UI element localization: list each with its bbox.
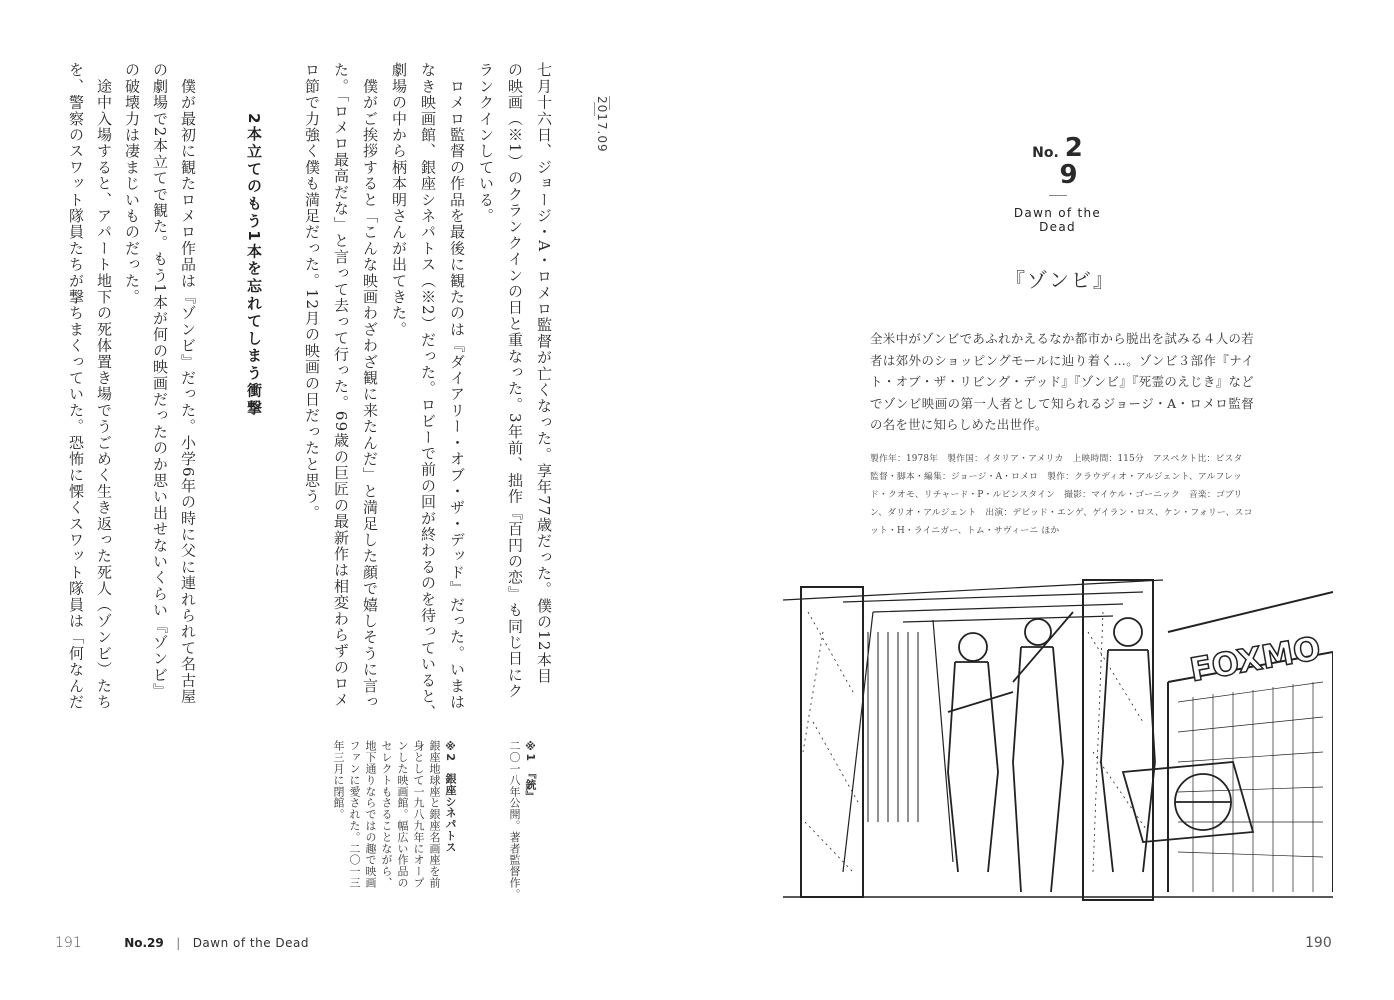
- text-column: た。「ロメロ最高だな」と言って去って行った。69歳の巨匠の最新作は相変わらずのロメ: [332, 62, 350, 708]
- film-title: 『ゾンビ』: [1005, 268, 1115, 292]
- main-text-upper: [297, 62, 558, 721]
- footnote-line: セレクトもさることながら、: [380, 740, 393, 889]
- footer-entry-number: No.29: [124, 936, 164, 950]
- date-label: 2017.09: [595, 96, 609, 153]
- synopsis: 全米中がゾンビであふれかえるなか都市から脱出を試みる４人の若者は郊外のショッピングモールに辿り着く…。ゾンビ３部作『ナイト・オブ・ザ・リビング・デッド』『ゾンビ』『死霊のえじき』などでゾンビ映画の第一人者として知られるジョージ・A・ロメロ監督の名を世に知らしめた出世作。: [870, 331, 1254, 432]
- footnote-title: ※1 『銃』: [524, 740, 537, 802]
- text-column: ランクインしている。: [477, 62, 495, 224]
- english-title: Dawn of the Dead: [1013, 206, 1102, 234]
- text-column: 僕が最初に観たロメロ作品は『ゾンビ』だった。小学6年の時に父に連れられて名古屋: [179, 62, 197, 705]
- entry-digit: 9: [1059, 160, 1078, 190]
- page-number: 190: [1305, 935, 1332, 951]
- footnote-line: 二〇一八年公開。著者監督作。: [508, 740, 521, 900]
- entry-number-block: [995, 135, 1120, 234]
- footnote-line: ファンに愛された。二〇一三: [348, 740, 361, 889]
- illustration-mall-scene: [783, 572, 1333, 912]
- film-credits: 製作年：1978年 製作国：イタリア・アメリカ 上映時間：115分 アスペクト比：ビスタ 監督・脚本・編集：ジョージ・A・ロメロ 製作：クラウディオ・アルジェント、アルフレッド・クオモ、リチャード・P・ルビンスタイン 撮影：マイケル・ゴーニック 音楽：ゴブリン、ダリオ・アルジェント 出演：デビッド・エンゲ、ゲイラン・ロス、ケン・フォリー、スコット・H・ライニガー、トム・サヴィーニ ほか: [870, 454, 1253, 536]
- entry-digit: 2: [1064, 133, 1083, 163]
- text-column: ロメロ監督の作品を最後に観たのは『ダイアリー・オブ・ザ・デッド』だった。いまは: [448, 62, 466, 710]
- footnote-line: 身として一九八九年にオープ: [412, 740, 425, 889]
- section-heading: 2本立てのもう1本を忘れてしまう衝撃: [245, 113, 263, 418]
- footnote-title: ※2 銀座シネパトス: [444, 740, 457, 853]
- footnotes: [330, 740, 538, 900]
- text-column: の破壊力は凄まじいものだった。: [123, 62, 141, 305]
- divider: [1049, 195, 1067, 196]
- text-column: 途中入場すると、アパート地下の死体置き場でうごめく生き返った死人（ゾンビ）たち: [95, 62, 113, 710]
- running-footer: [55, 935, 309, 951]
- footer-separator: |: [176, 936, 181, 950]
- text-column: ロ節で力強く僕も満足だった。12月の映画の日だったと思う。: [303, 62, 321, 521]
- footnote-line: ンした映画館。幅広い作品の: [396, 740, 409, 889]
- main-text-lower: [62, 62, 202, 710]
- footer-title: Dawn of the Dead: [192, 936, 309, 950]
- footnote-line: 地下通りならではの趣で映画: [364, 740, 377, 889]
- text-column: なき映画館、銀座シネパトス（※2）だった。ロビーで前の回が終わるのを待っていると、: [419, 62, 437, 721]
- store-sign: FOXMO: [1187, 628, 1324, 690]
- footnote-spacer: [458, 740, 506, 900]
- text-column: を、警察のスワット隊員たちが撃ちまくっていた。恐怖に慄くスワット隊員は「何なんだ: [67, 62, 85, 710]
- text-column: 劇場の中から柄本明さんが出てきた。: [390, 62, 408, 338]
- text-column: の劇場で2本立てで観た。もう1本が何の映画だったのか思い出せないくらい『ゾンビ』: [151, 62, 169, 700]
- text-column: の映画（※1）のクランクインの日と重なった。3年前、拙作『百円の恋』も同じ日にク: [506, 62, 524, 700]
- entry-no-label: No.: [1032, 145, 1059, 161]
- footnote-line: 年三月に閉館。: [332, 740, 345, 820]
- page-number: 191: [55, 935, 82, 951]
- text-column: 僕がご挨拶すると「こんな映画わざわざ観に来たんだ」と満足した顔で嬉しそうに言っ: [361, 62, 379, 710]
- footnote-line: 銀座地球座と銀座名画座を前: [428, 740, 441, 889]
- text-column: 七月十六日、ジョージ・A・ロメロ監督が亡くなった。享年77歳だった。僕の12本目: [535, 62, 553, 685]
